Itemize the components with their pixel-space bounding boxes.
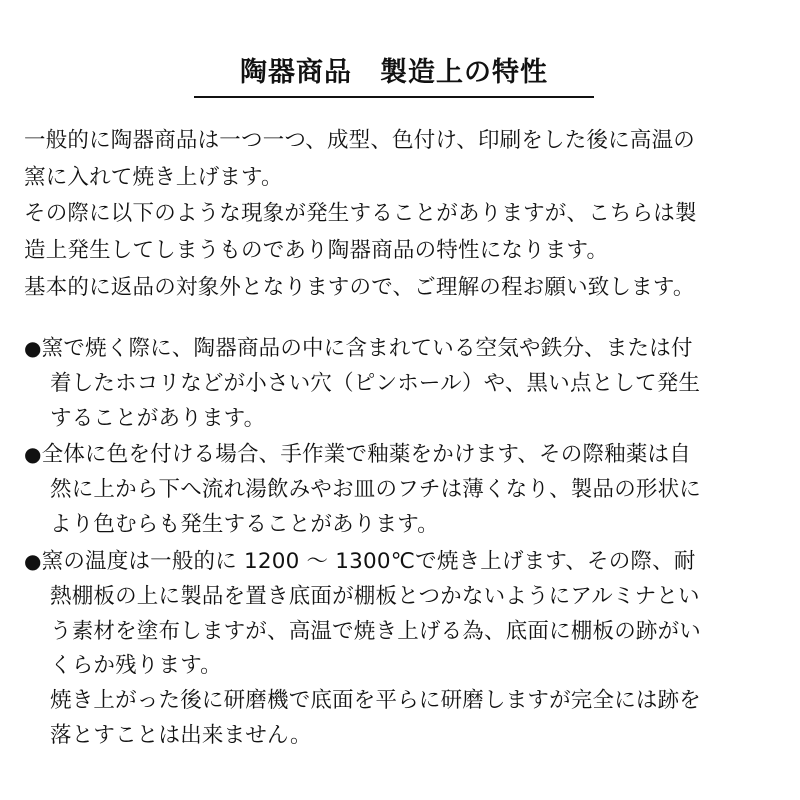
bullet-list (24, 332, 764, 754)
intro-line: 造上発生してしまうものであり陶器商品の特性になります。 (24, 238, 609, 264)
list-item (24, 545, 764, 754)
bullet-marker-icon: ● (24, 335, 42, 360)
list-item (24, 438, 764, 542)
intro-line: 基本的に返品の対象外となりますので、ご理解の程お願い致します。 (24, 275, 695, 301)
intro-paragraph (24, 124, 764, 306)
bullet-line: することがあります。 (50, 405, 266, 431)
page-title: 陶器商品 製造上の特性 (194, 56, 594, 98)
bullet-first-line (24, 545, 764, 580)
bullet-line: 全体に色を付ける場合、手作業で釉薬をかけます、その際釉薬は自 (41, 442, 691, 468)
intro-line: 一般的に陶器商品は一つ一つ、成型、色付け、印刷をした後に高温の (24, 127, 695, 153)
bullet-line: 熱棚板の上に製品を置き底面が棚板とつかないようにアルミナとい (50, 583, 700, 609)
intro-line: 窯に入れて焼き上げます。 (24, 164, 283, 190)
bullet-line: 着したホコリなどが小さい穴（ピンホール）や、黒い点として発生 (50, 370, 701, 396)
list-item (24, 332, 764, 436)
bullet-sub-line: 落とすことは出来ません。 (50, 723, 312, 748)
bullet-first-line (24, 438, 764, 473)
bullet-line: くらか残ります。 (50, 653, 222, 679)
section-spacer (24, 312, 764, 332)
bullet-sub-line: 焼き上がった後に研磨機で底面を平らに研磨しますが完全には跡を (50, 688, 702, 714)
bullet-line: より色むらも発生することがあります。 (50, 512, 439, 538)
bullet-line: 然に上から下へ流れ湯飲みやお皿のフチは薄くなり、製品の形状に (50, 477, 702, 503)
bullet-first-line (24, 332, 764, 367)
bullet-line: う素材を塗布しますが、高温で焼き上げる為、底面に棚板の跡がい (50, 618, 702, 644)
bullet-line: 窯で焼く際に、陶器商品の中に含まれている空気や鉄分、または付 (41, 335, 693, 361)
bullet-line: 窯の温度は一般的に 1200 〜 1300℃で焼き上げます、その際、耐 (41, 548, 696, 574)
bullet-marker-icon: ● (24, 442, 42, 467)
intro-line: その際に以下のような現象が発生することがありますが、こちらは製 (24, 201, 697, 227)
bullet-marker-icon: ● (24, 548, 42, 573)
